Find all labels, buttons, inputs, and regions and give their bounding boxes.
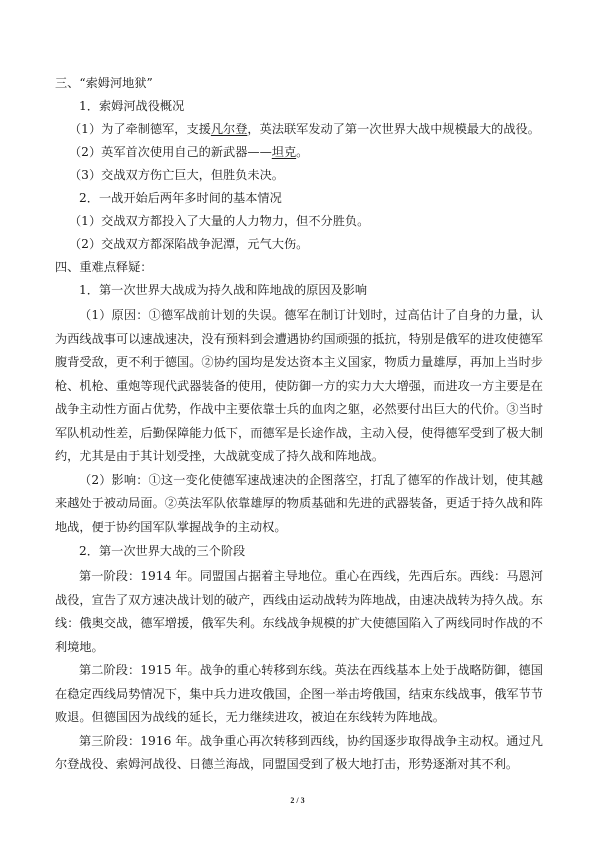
list-item: （1）交战双方都投入了大量的人力物力，但不分胜负。 (69, 214, 370, 228)
page-content (55, 74, 543, 777)
list-item: （2）交战双方都深陷战争泥潭，元气大伤。 (69, 237, 309, 251)
subsection-title-two-years: 2．一战开始后两年多时间的基本情况 (79, 191, 282, 205)
list-item (55, 120, 543, 139)
item-text-pre: （1）为了牵制德军，支援 (69, 122, 211, 136)
subsection-title-stages: 2．第一次世界大战的三个阶段 (79, 544, 246, 558)
section-heading-3: 三、“索姆河地狱” (55, 76, 153, 90)
subsection-title-causes: 1．第一次世界大战成为持久战和阵地战的原因及影响 (79, 283, 368, 297)
paragraph-impact: （2）影响：①这一变化使德军速战速决的企图落空，打乱了德军的作战计划，使其越来越处于被动局面。②英法军队依靠雄厚的物质基础和先进的武器装备，更适于持久战和阵地战，便于协约国军队掌握战争的主动权。 (55, 472, 543, 534)
item-text-post: 。 (296, 145, 309, 159)
paragraph-stage-3: 第三阶段：1916 年。战争重心再次转移到西线，协约国逐步取得战争主动权。通过凡尔登战役、索姆河战役、日德兰海战，同盟国受到了极大地打击，形势逐渐对其不利。 (55, 733, 543, 771)
subsection-title-somme-overview: 1．索姆河战役概况 (79, 99, 185, 113)
paragraph-stage-1: 第一阶段：1914 年。同盟国占据着主导地位。重心在西线，先西后东。西线：马恩河战役，宣告了双方速决战计划的破产，西线由运动战转为阵地战，由速决战转为持久战。东线：俄奥交战，德军增援，俄军失利。东线战争规模的扩大使德国陷入了两线同时作战的不利境地。 (55, 569, 543, 654)
item-text-post: ，英法联军发动了第一次世界大战中规模最大的战役。 (247, 122, 540, 136)
verdun-link[interactable]: 凡尔登 (210, 122, 248, 136)
paragraph-reason: （1）原因：①德军战前计划的失误。德军在制订计划时，过高估计了自身的力量，认为西线战事可以速战速决，没有预料到会遭遇协约国顽强的抵抗，特别是俄军的进攻使德军腹背受敌，更不利于德国。②协约国均是发达资本主义国家，物质力量雄厚，再加上当时步枪、机枪、重炮等现代武器装备的使用，使防御一方的实力大大增强，而进攻一方主要是在战争主动性方面占优势，作战中主要依靠士兵的血肉之躯，必然要付出巨大的代价。③当时军队机动性差，后勤保障能力低下，而德军是长途作战，主动入侵，使得德军受到了极大制约，尤其是由于其计划受挫，大战就变成了持久战和阵地战。 (55, 308, 543, 463)
tank-link[interactable]: 坦克 (271, 145, 297, 159)
item-text-pre: （2）英军首次使用自己的新武器—— (69, 145, 272, 159)
page-number: 2 / 3 (290, 796, 305, 805)
list-item (55, 143, 543, 162)
list-item: （3）交战双方伤亡巨大，但胜负未决。 (69, 168, 284, 182)
paragraph-stage-2: 第二阶段：1915 年。战争的重心转移到东线。英法在西线基本上处于战略防御，德国在稳定西线局势情况下，集中兵力进攻俄国，企图一举击垮俄国，结束东线战事，俄军节节败退。但德国因为战线的延长，无力继续进攻，被迫在东线转为阵地战。 (55, 663, 543, 724)
section-heading-4: 四、重难点释疑： (55, 260, 153, 274)
